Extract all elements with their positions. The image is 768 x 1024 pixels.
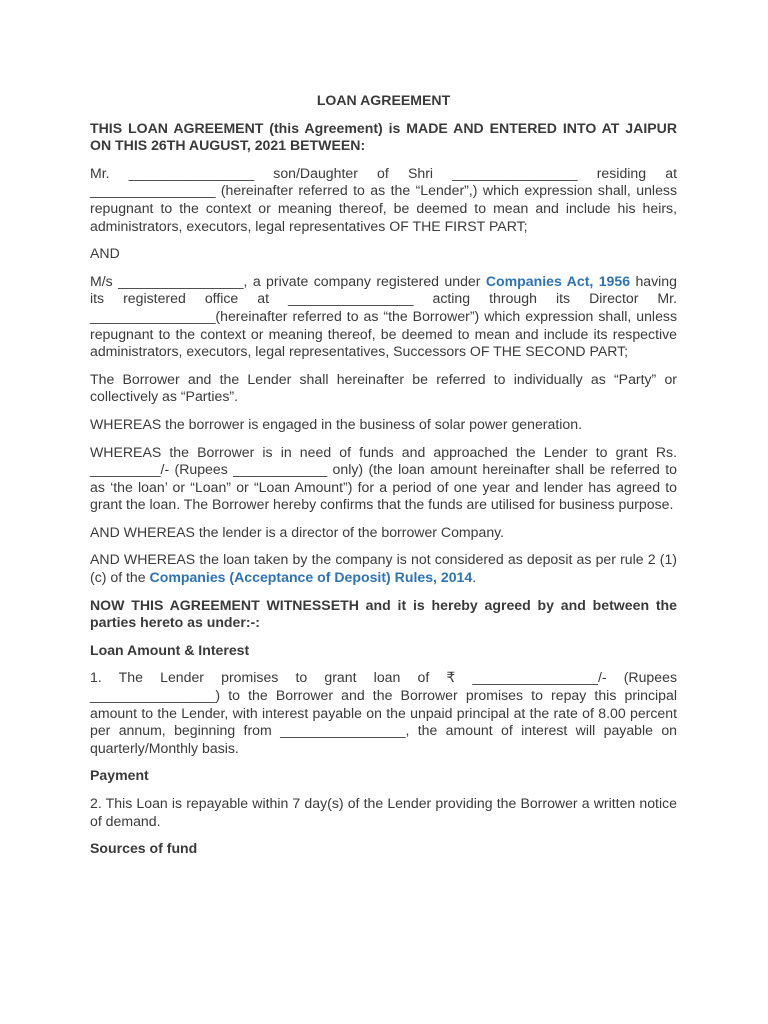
document-page: [90, 92, 677, 868]
whereas-deposit-text-1: AND WHEREAS the loan taken by the company is not considered as deposit as per rule 2 (1) (c) of the: [90, 551, 677, 586]
witnesseth-paragraph: NOW THIS AGREEMENT WITNESSETH and it is hereby agreed by and between the parties hereto as under:-:: [90, 596, 677, 631]
intro-paragraph: THIS LOAN AGREEMENT (this Agreement) is MADE AND ENTERED INTO AT JAIPUR ON THIS 26TH AUGUST, 2021 BETWEEN:: [90, 119, 677, 154]
whereas-director-paragraph: AND WHEREAS the lender is a director of the borrower Company.: [90, 523, 505, 540]
whereas-business-paragraph: WHEREAS the borrower is engaged in the business of solar power generation.: [90, 415, 582, 432]
whereas-deposit-text-2: .: [472, 569, 477, 586]
whereas-funds-paragraph: WHEREAS the Borrower is in need of funds and approached the Lender to grant Rs. _________/- (Rupees ____________ only) (the loan amount hereinafter shall be referred to as ‘the loan’ or “Loan” or “Loan Amount”) for a period of one year and lender has agreed to grant the loan. The Borrower hereby confirms that the funds are utilised for business purpose.: [90, 443, 677, 513]
deposit-rules-link[interactable]: Companies (Acceptance of Deposit) Rules, 2014: [149, 569, 473, 586]
document-title: LOAN AGREEMENT: [316, 92, 451, 108]
loan-amount-heading: Loan Amount & Interest: [90, 641, 250, 658]
first-party-paragraph: Mr. ________________ son/Daughter of Shri ________________ residing at ________________ (hereinafter referred to as the “Lender”,) which expression shall, unless repugnant to the context or meaning thereof, be deemed to mean and include his heirs, administrators, executors, legal representatives OF THE FIRST PART;: [90, 164, 677, 234]
second-party-paragraph: [90, 273, 677, 361]
second-party-text-2: having its registered office at ________________ acting through its Director Mr. ________________(hereinafter referred to as “the Borrower”) which expression shall, unless repugnant to the context or meaning thereof, be deemed to mean and include its respective administrators, executors, legal representatives, Successors OF THE SECOND PART;: [90, 272, 677, 360]
companies-act-link[interactable]: Companies Act, 1956: [485, 272, 631, 289]
parties-paragraph: The Borrower and the Lender shall hereinafter be referred to individually as “Party” or collectively as “Parties”.: [90, 370, 677, 405]
and-paragraph: AND: [90, 245, 120, 262]
second-party-text-1: M/s ________________, a private company registered under: [90, 272, 486, 289]
whereas-deposit-paragraph: [90, 551, 677, 586]
loan-amount-paragraph: 1. The Lender promises to grant loan of ₹ ________________/- (Rupees ________________) to the Borrower and the Borrower promises to repay this principal amount to the Lender, with interest payable on the unpaid principal at the rate of 8.00 percent per annum, beginning from ________________, the amount of interest will payable on quarterly/Monthly basis.: [90, 669, 677, 756]
sources-of-fund-heading: Sources of fund: [90, 840, 198, 857]
payment-heading: Payment: [90, 767, 149, 784]
payment-paragraph: 2. This Loan is repayable within 7 day(s) of the Lender providing the Borrower a written notice of demand.: [90, 795, 677, 829]
